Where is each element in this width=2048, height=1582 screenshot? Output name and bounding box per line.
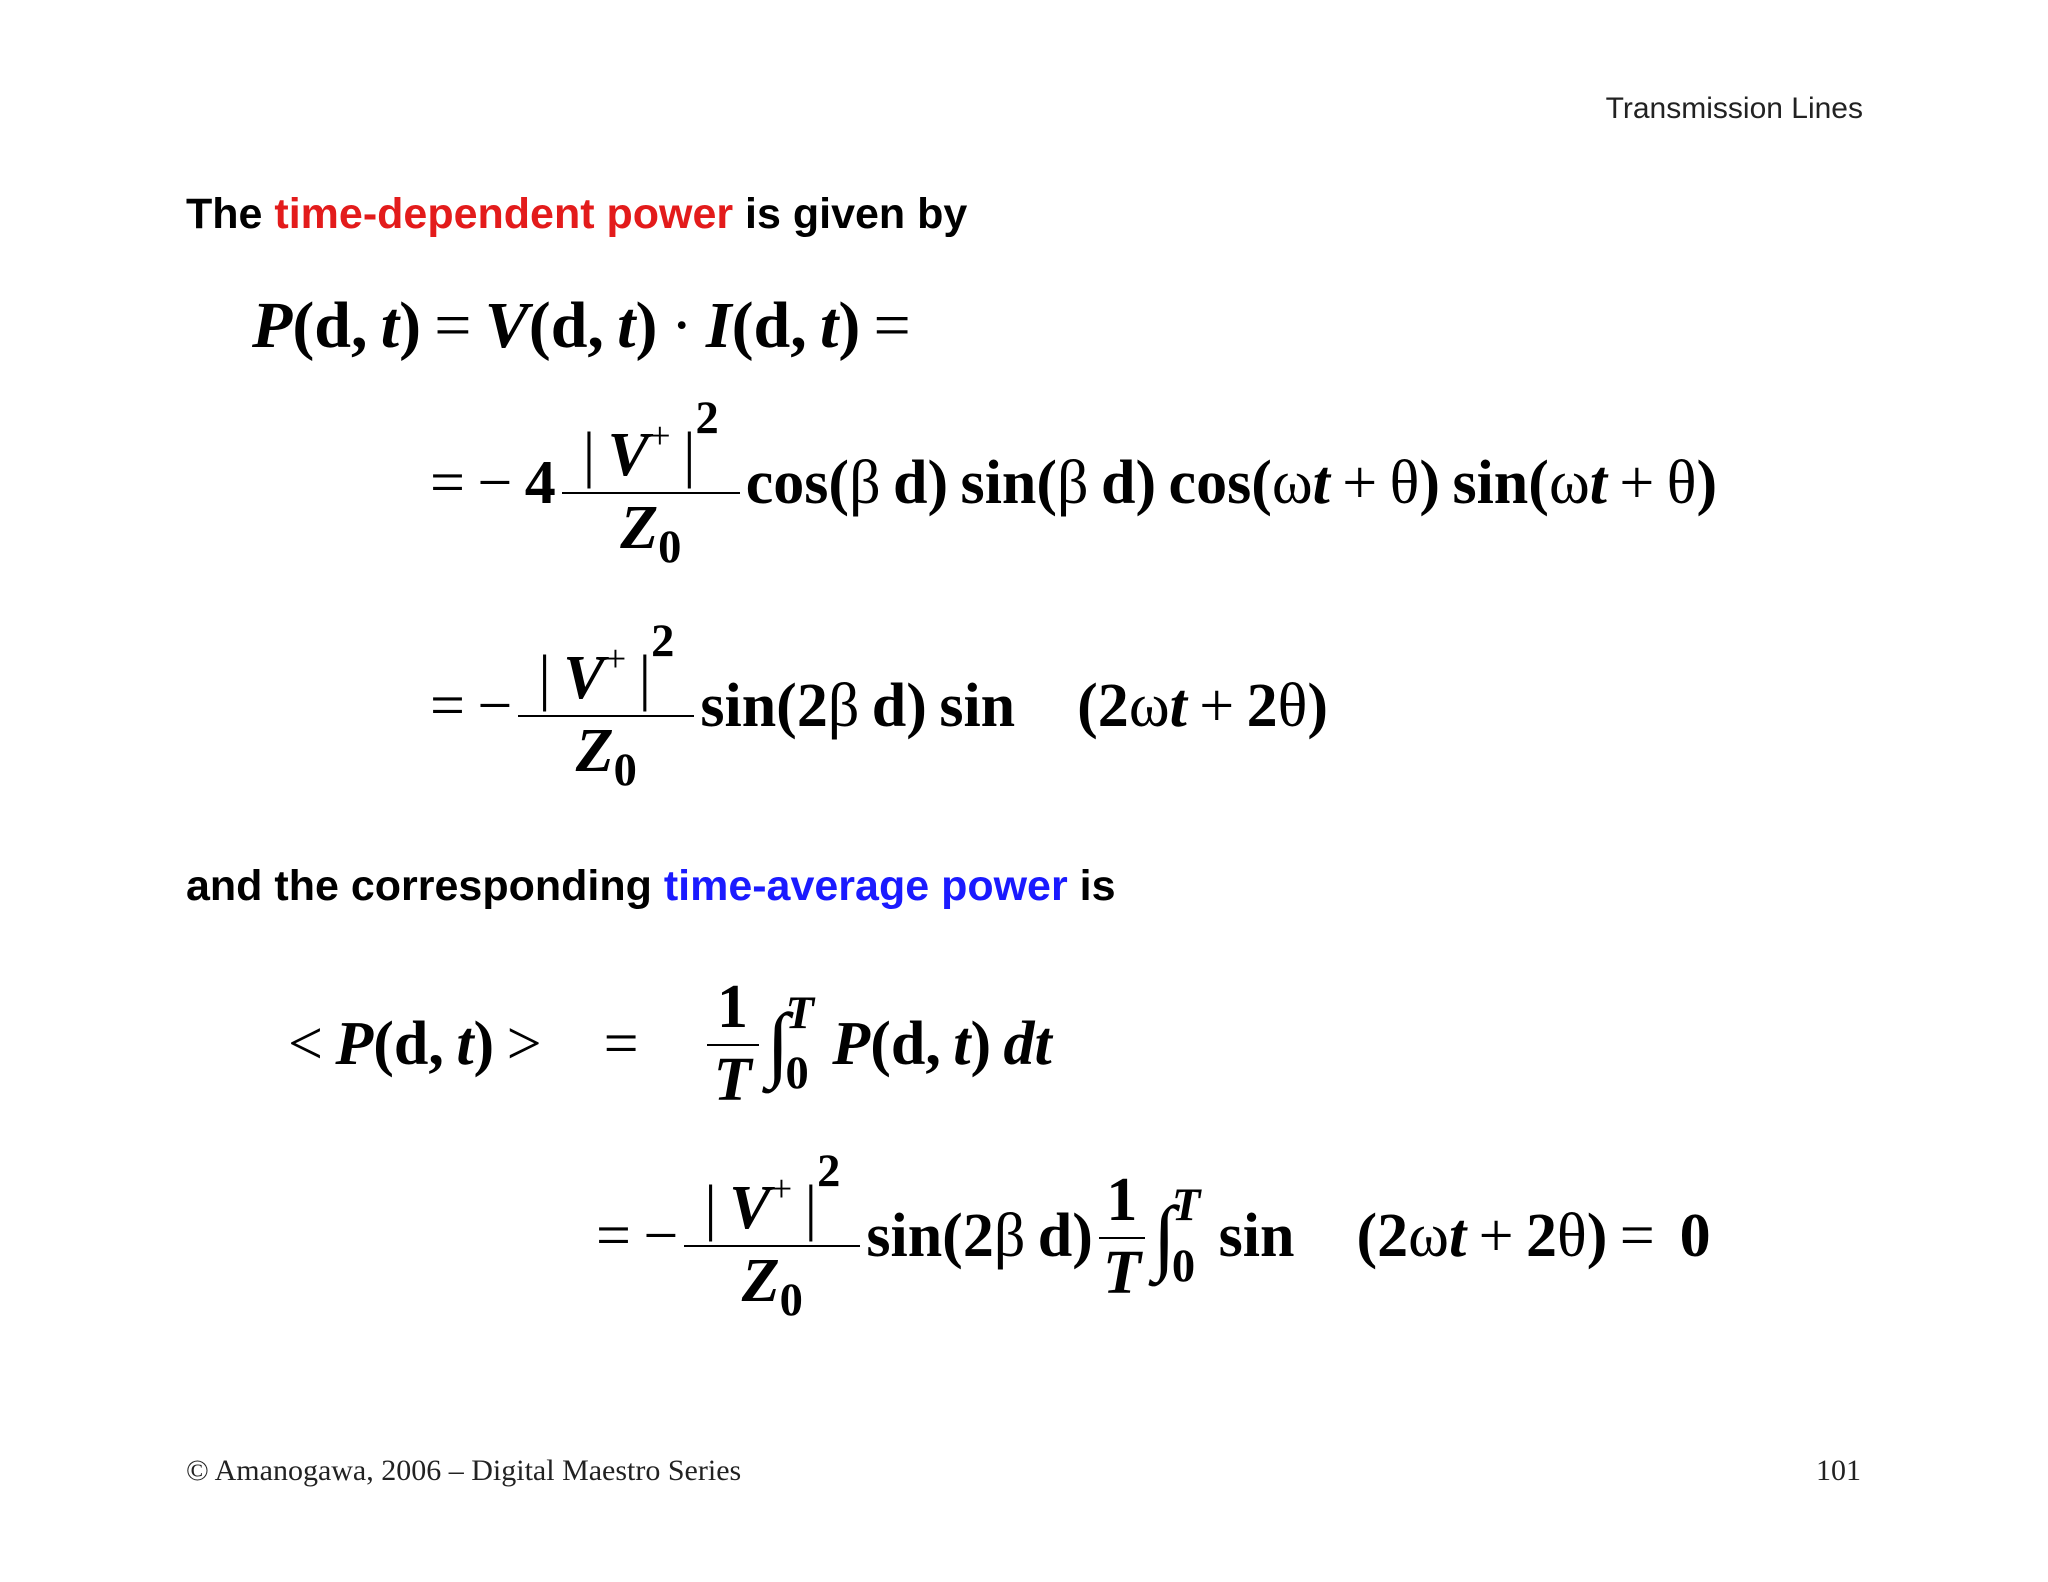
equation-time-average-result: = − $\frac{| V^+ |^2}{Z_0}$ sin(2 β d) $\frac{1}{T}$ ∫ T 0 sin (2 ω t + 2 θ ) = 0 (596, 1146, 1711, 1326)
intro-prefix: The (186, 190, 275, 238)
intro2-suffix: is (1067, 862, 1116, 910)
page-number: 101 (1816, 1454, 1861, 1487)
intro-time-dependent (186, 190, 967, 239)
equation-time-average-definition: < P (d, t ) > = $\frac{1}{T}$ ∫ T 0 P (d, t ) dt (288, 973, 1052, 1115)
section-title: Transmission Lines (1605, 92, 1863, 125)
intro2-highlight: time-average power (663, 862, 1068, 910)
equation-power-expanded: = − 4 $\frac{| V^+ |^2}{Z_0}$ cos( β d) sin( β d) cos( ω t + θ ) sin( ω t + θ ) (430, 393, 1718, 573)
equation-instantaneous-power: P (d, t ) = V (d, t ) · I (d, t ) = (252, 289, 911, 362)
intro2-prefix: and the corresponding (186, 862, 664, 910)
footer-copyright: © Amanogawa, 2006 – Digital Maestro Series (186, 1454, 742, 1487)
intro-highlight: time-dependent power (274, 190, 734, 238)
intro-time-average (186, 862, 1116, 911)
equation-power-simplified: = − $\frac{| V^+ |^2}{Z_0}$ sin(2 β d) sin (2 ω t + 2 θ ) (430, 616, 1329, 796)
intro-suffix: is given by (733, 190, 968, 238)
